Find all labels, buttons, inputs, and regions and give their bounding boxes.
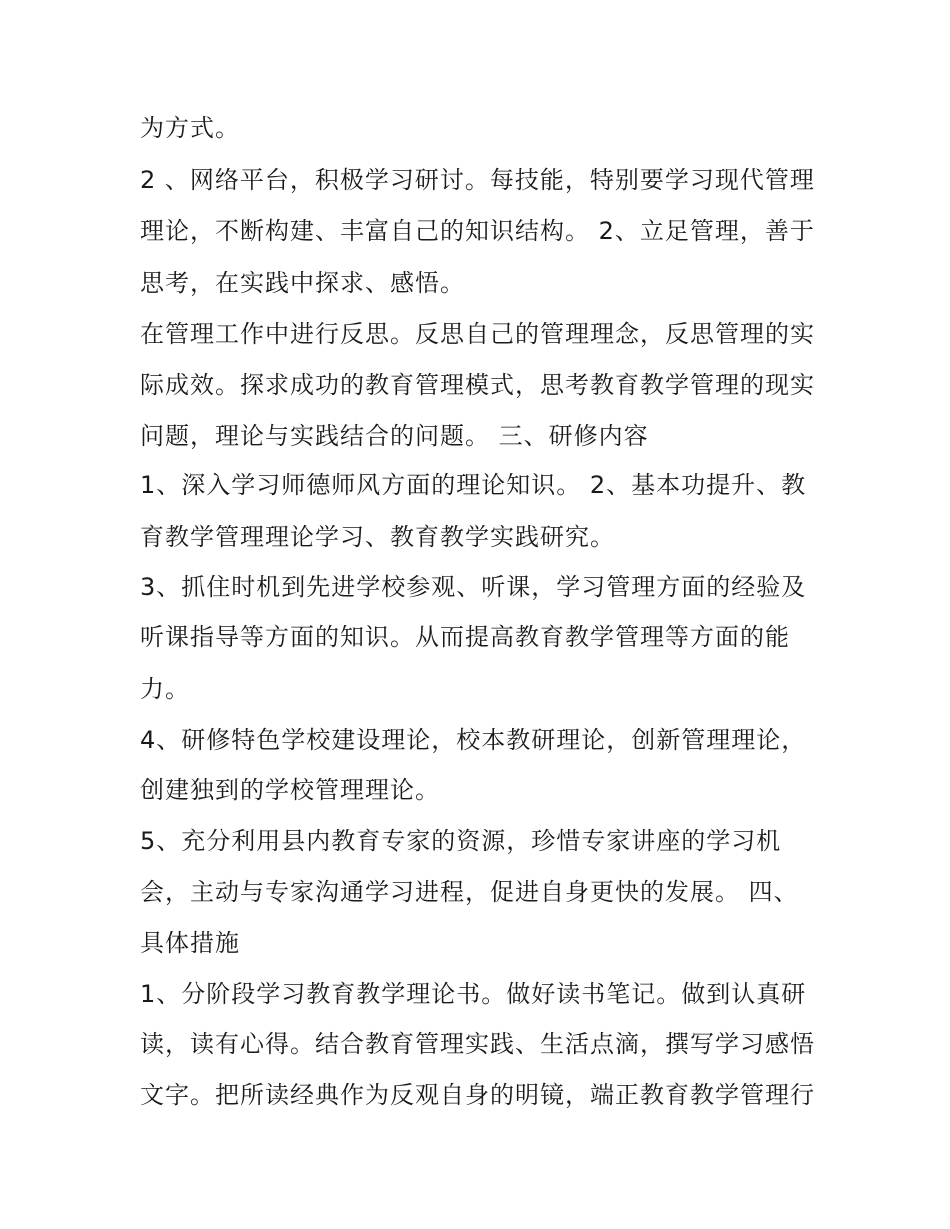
text-line: 1、分阶段学习教育教学理论书。做好读书笔记。做到认真研	[140, 980, 807, 1008]
text-line: 际成效。探求成功的教育管理模式，思考教育教学管理的现实	[140, 371, 815, 399]
text-line: 2 、网络平台，积极学习研讨。每技能，特别要学习现代管理	[140, 166, 815, 194]
text-line: 5、充分利用县内教育专家的资源，珍惜专家讲座的学习机	[140, 827, 782, 855]
text-line: 3、抓住时机到先进学校参观、听课，学习管理方面的经验及	[140, 573, 807, 601]
text-line: 会，主动与专家沟通学习进程，促进自身更快的发展。 四、	[140, 878, 799, 906]
text-line: 具体措施	[140, 929, 240, 957]
text-line: 力。	[140, 675, 190, 703]
text-line: 育教学管理理论学习、教育教学实践研究。	[140, 523, 615, 551]
text-line: 创建独到的学校管理理论。	[140, 776, 440, 804]
text-line: 在管理工作中进行反思。反思自己的管理理念，反思管理的实	[140, 320, 815, 348]
text-line: 思考，在实践中探求、感悟。	[140, 269, 465, 297]
text-line: 1、深入学习师德师风方面的理论知识。 2、基本功提升、教	[140, 471, 807, 499]
text-line: 问题，理论与实践结合的问题。 三、研修内容	[140, 422, 649, 450]
text-line: 为方式。	[140, 114, 240, 142]
text-line: 4、研修特色学校建设理论，校本教研理论，创新管理理论，	[140, 726, 807, 754]
text-line: 听课指导等方面的知识。从而提高教育教学管理等方面的能	[140, 623, 790, 651]
text-line: 读，读有心得。结合教育管理实践、生活点滴，撰写学习感悟	[140, 1030, 815, 1058]
text-line: 理论，不断构建、丰富自己的知识结构。 2、立足管理，善于	[140, 217, 815, 245]
text-line: 文字。把所读经典作为反观自身的明镜，端正教育教学管理行	[140, 1081, 815, 1109]
